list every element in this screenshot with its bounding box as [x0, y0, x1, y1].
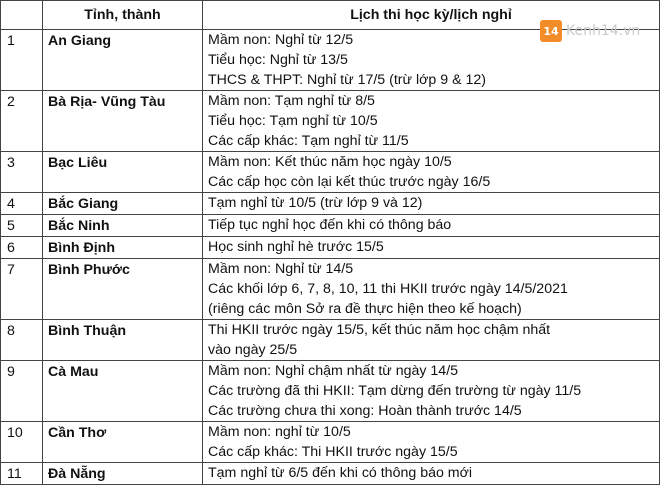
schedule-line: Các cấp học còn lại kết thúc trước ngày 16/5: [208, 174, 491, 190]
schedule-line: Các cấp khác: Thi HKII trước ngày 15/5: [208, 444, 458, 460]
province-cell: [43, 463, 203, 485]
row-number-text: 1: [7, 33, 15, 49]
schedule-cell: [203, 91, 660, 152]
row-number-text: 8: [7, 323, 15, 339]
watermark-text: Kenh14.vn: [566, 23, 641, 39]
row-number: [1, 237, 43, 259]
province-name: Cà Mau: [48, 364, 99, 380]
province-name: Bạc Liêu: [48, 155, 108, 171]
table-row: [1, 152, 660, 193]
province-name: An Giang: [48, 33, 112, 49]
row-number-text: 7: [7, 262, 15, 278]
row-number-text: 4: [7, 196, 15, 212]
table-row: [1, 215, 660, 237]
row-number-text: 9: [7, 364, 15, 380]
row-number-text: 3: [7, 155, 15, 171]
table-row: [1, 237, 660, 259]
schedule-line: Các khối lớp 6, 7, 8, 10, 11 thi HKII trước ngày 14/5/2021: [208, 281, 568, 297]
schedule-line: Tiểu học: Nghỉ từ 13/5: [208, 52, 348, 68]
schedule-line: Học sinh nghỉ hè trước 15/5: [208, 239, 384, 255]
province-cell: [43, 361, 203, 422]
province-cell: [43, 259, 203, 320]
province-name: Bình Phước: [48, 262, 130, 278]
schedule-line: Tiếp tục nghỉ học đến khi có thông báo: [208, 217, 452, 233]
province-name: Bắc Ninh: [48, 218, 110, 234]
table-row: [1, 361, 660, 422]
province-cell: [43, 237, 203, 259]
schedule-cell: [203, 215, 660, 237]
row-number: [1, 91, 43, 152]
schedule-line: (riêng các môn Sở ra đề thực hiện theo kế hoạch): [208, 301, 522, 317]
province-name: Bắc Giang: [48, 196, 119, 212]
row-number-text: 2: [7, 94, 15, 110]
row-number-text: 10: [7, 425, 23, 441]
schedule-line: Mầm non: Tạm nghỉ từ 8/5: [208, 93, 375, 109]
schedule-line: Mầm non: Kết thúc năm học ngày 10/5: [208, 154, 452, 170]
province-name: Bình Định: [48, 240, 115, 256]
schedule-cell: [203, 361, 660, 422]
row-number: [1, 152, 43, 193]
row-number: [1, 193, 43, 215]
province-cell: [43, 422, 203, 463]
province-name: Cần Thơ: [48, 425, 107, 441]
schedule-cell: [203, 259, 660, 320]
table-body: [1, 30, 660, 485]
row-number-text: 5: [7, 218, 15, 234]
table-row: [1, 259, 660, 320]
province-name: Bình Thuận: [48, 323, 127, 339]
row-number: [1, 422, 43, 463]
schedule-cell: [203, 152, 660, 193]
table-row: [1, 91, 660, 152]
schedule-line: vào ngày 25/5: [208, 342, 298, 358]
table-row: [1, 320, 660, 361]
schedule-cell: [203, 463, 660, 485]
schedule-cell: [203, 320, 660, 361]
schedule-line: Tiểu học: Tạm nghỉ từ 10/5: [208, 113, 378, 129]
header-schedule: Lịch thi học kỳ/lịch nghỉ: [203, 1, 660, 30]
schedule-line: Tạm nghỉ từ 10/5 (trừ lớp 9 và 12): [208, 195, 423, 211]
schedule-line: Mầm non: Nghỉ từ 12/5: [208, 32, 354, 48]
row-number-text: 11: [7, 466, 22, 482]
table-row: [1, 193, 660, 215]
schedule-cell: [203, 422, 660, 463]
schedule-line: Các trường đã thi HKII: Tạm dừng đến trường từ ngày 11/5: [208, 383, 582, 399]
table-row: [1, 422, 660, 463]
row-number: [1, 215, 43, 237]
schedule-line: Mầm non: Nghỉ chậm nhất từ ngày 14/5: [208, 363, 459, 379]
province-cell: [43, 193, 203, 215]
row-number-text: 6: [7, 240, 15, 256]
schedule-line: Mầm non: Nghỉ từ 14/5: [208, 261, 354, 277]
kenh14-logo-icon: 14: [540, 20, 562, 42]
kenh14-watermark: [540, 20, 640, 42]
province-cell: [43, 215, 203, 237]
schedule-cell: [203, 237, 660, 259]
row-number: [1, 320, 43, 361]
province-cell: [43, 320, 203, 361]
row-number: [1, 463, 43, 485]
schedule-line: THCS & THPT: Nghỉ từ 17/5 (trừ lớp 9 & 12): [208, 72, 486, 88]
province-name: Đà Nẵng: [48, 466, 106, 482]
schedule-line: Tạm nghỉ từ 6/5 đến khi có thông báo mới: [208, 465, 473, 481]
province-name: Bà Rịa- Vũng Tàu: [48, 94, 166, 110]
row-number: [1, 30, 43, 91]
schedule-line: Các trường chưa thi xong: Hoàn thành trước 14/5: [208, 403, 522, 419]
schedule-line: Thi HKII trước ngày 15/5, kết thúc năm học chậm nhất: [208, 322, 551, 338]
header-number: [1, 1, 43, 30]
row-number: [1, 361, 43, 422]
row-number: [1, 259, 43, 320]
schedule-cell: [203, 193, 660, 215]
province-cell: [43, 152, 203, 193]
province-cell: [43, 30, 203, 91]
province-cell: [43, 91, 203, 152]
schedule-line: Các cấp khác: Tạm nghỉ từ 11/5: [208, 133, 409, 149]
header-province: Tỉnh, thành: [43, 1, 203, 30]
table-row: [1, 463, 660, 485]
schedule-line: Mầm non: nghỉ từ 10/5: [208, 424, 351, 440]
